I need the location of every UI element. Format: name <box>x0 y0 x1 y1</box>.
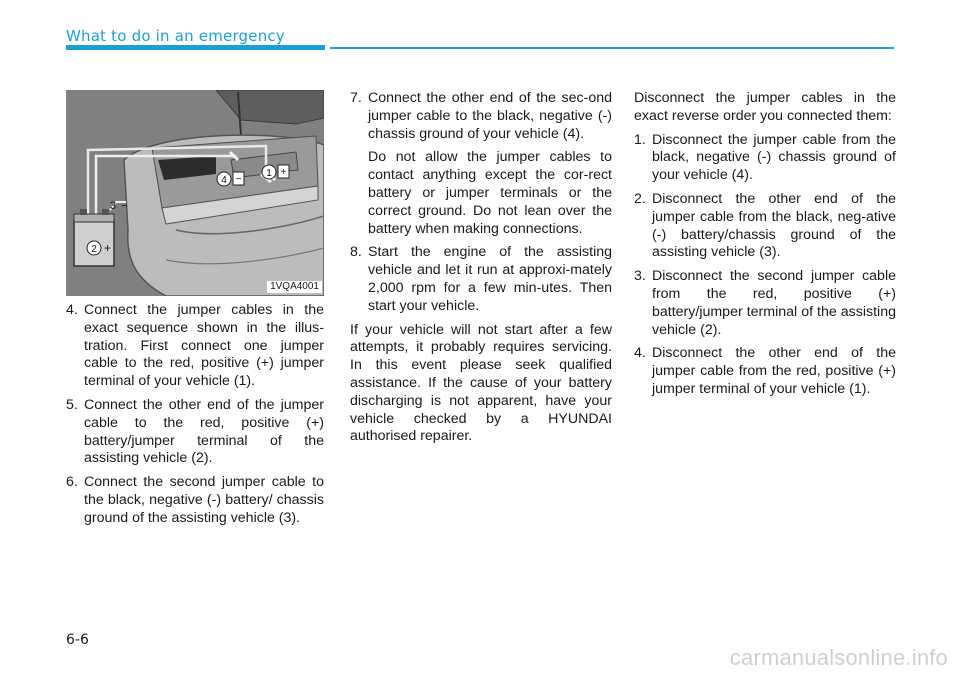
section-title: What to do in an emergency <box>66 27 285 45</box>
list-item <box>634 191 896 262</box>
item-note: Do not allow the jumper cables to contact anything except the cor-rect battery or jumper terminals or the correct ground. Do not lean over the battery when making connections. <box>368 149 612 237</box>
item-text: Disconnect the other end of the jumper cable from the red, positive (+) jumper terminal of your vehicle (1). <box>652 345 896 397</box>
list-item <box>350 244 612 315</box>
callout-1-polarity: + <box>280 167 287 178</box>
watermark: carmanualsonline.info <box>729 645 948 670</box>
list-item <box>350 90 612 143</box>
item-number: 1. <box>634 131 646 148</box>
column-left <box>66 90 324 534</box>
list-item <box>66 302 324 391</box>
jump-start-illustration <box>66 90 324 296</box>
engine-bay-drawing <box>66 90 324 296</box>
list-item <box>66 474 324 527</box>
page-number: 6-6 <box>66 632 89 648</box>
item-text: Disconnect the other end of the jumper cable from the black, neg-ative (-) battery/chassis ground of the assisting vehicle (3). <box>652 190 896 261</box>
figure-code: 1VQA4001 <box>267 281 322 293</box>
item-number: 8. <box>350 244 362 261</box>
callout-1: 1 <box>266 168 272 179</box>
item-text: Connect the second jumper cable to the black, negative (-) battery/ chassis ground of the assisting vehicle (3). <box>84 474 324 526</box>
list-item <box>634 345 896 398</box>
item-number: 3. <box>634 268 646 285</box>
item-text: Connect the other end of the jumper cable to the red, positive (+) battery/jumper terminal of the assisting vehicle (2). <box>84 396 324 467</box>
callout-4-polarity: − <box>235 174 242 185</box>
body-paragraph: If your vehicle will not start after a few attempts, it probably requires servicing. In this event please seek qualified assistance. If the cause of your battery discharging is not apparent, have your vehicle checked by a HYUNDAI authorised repairer. <box>350 321 612 445</box>
header-rule-thick <box>66 45 325 50</box>
item-text: Disconnect the second jumper cable from the red, positive (+) battery/jumper terminal of the assisting vehicle (2). <box>652 268 896 338</box>
disconnect-intro: Disconnect the jumper cables in the exact reverse order you connected them: <box>634 90 896 124</box>
item-number: 2. <box>634 190 646 207</box>
item-text: Disconnect the jumper cable from the black, negative (-) chassis ground of your vehicle (4). <box>652 131 896 184</box>
callout-3-polarity: − <box>121 200 128 212</box>
column-right <box>634 90 896 405</box>
item-text: Connect the other end of the sec-ond jumper cable to the black, negative (-) chassis ground of your vehicle (4). <box>368 90 612 142</box>
item-number: 7. <box>350 90 362 106</box>
item-number: 6. <box>66 474 78 491</box>
item-text: Connect the jumper cables in the exact sequence shown in the illus-tration. First connect one jumper cable to the red, positive (+) jumper terminal of your vehicle (1). <box>84 302 324 390</box>
callout-3: 3 <box>110 200 117 212</box>
item-number: 4. <box>634 345 646 362</box>
callout-2: 2 <box>91 244 97 255</box>
callout-4: 4 <box>221 175 227 186</box>
item-number: 4. <box>66 302 78 318</box>
list-item <box>66 397 324 468</box>
item-text: Start the engine of the assisting vehicle and let it run at approxi-mately 2,000 rpm for a few min-utes. Then start your vehicle. <box>368 244 612 314</box>
column-middle <box>350 90 612 452</box>
item-number: 5. <box>66 396 78 413</box>
list-item <box>634 268 896 339</box>
header-rule-thin <box>330 47 894 49</box>
callout-2-polarity: + <box>104 241 112 255</box>
list-item <box>634 132 896 185</box>
